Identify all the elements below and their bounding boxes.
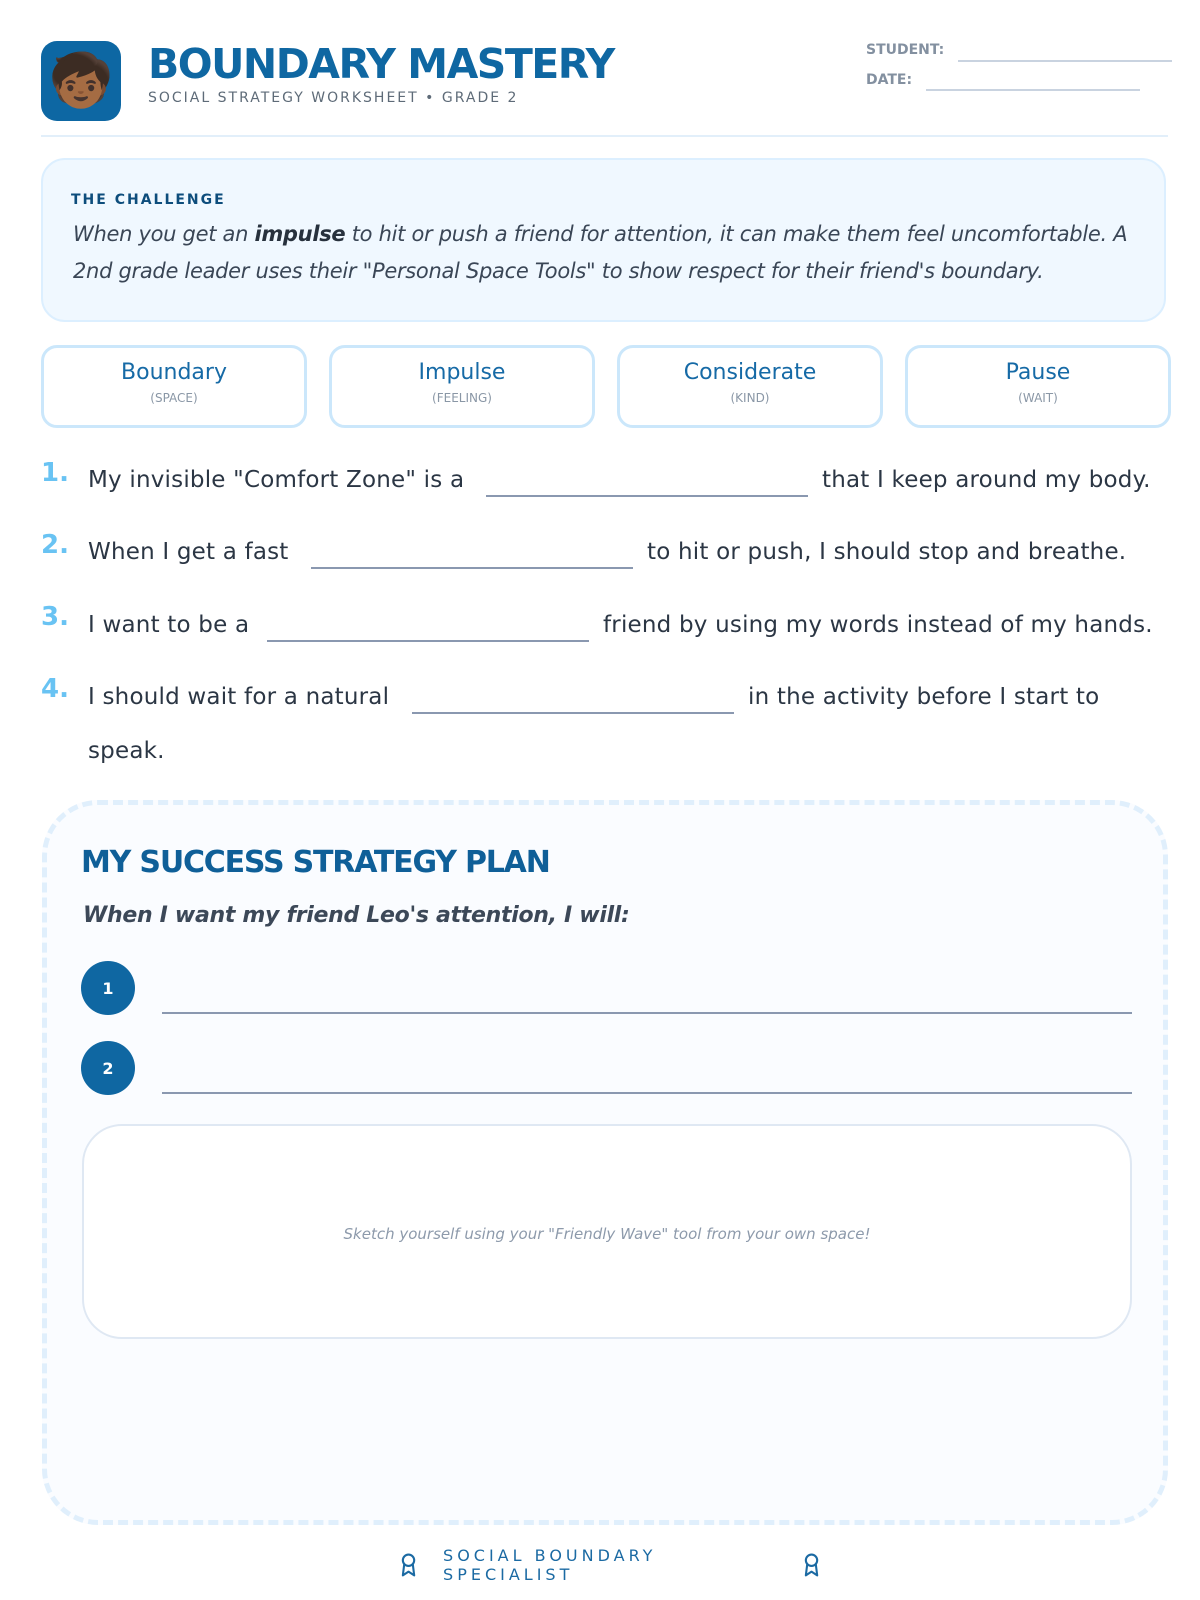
avatar: [41, 41, 121, 121]
child-face-icon: 🧒🏾: [48, 51, 114, 111]
vocab-card-boundary: [41, 345, 307, 428]
challenge-text: [73, 216, 1133, 290]
footer-title: SOCIAL BOUNDARY SPECIALIST: [443, 1546, 657, 1584]
vocab-word: Boundary: [121, 360, 227, 385]
vocab-card-considerate: [617, 345, 883, 428]
student-label: STUDENT:: [866, 42, 945, 58]
question-text: to hit or push, I should stop and breathe.: [647, 539, 1127, 565]
vocab-word: Impulse: [418, 360, 506, 385]
award-ribbon-icon: [400, 1552, 417, 1578]
step-number-badge: 1: [81, 961, 135, 1015]
award-ribbon-icon: [803, 1552, 820, 1578]
challenge-text-start: When you get an: [73, 222, 255, 246]
student-name-line[interactable]: [958, 60, 1172, 62]
challenge-keyword: impulse: [254, 222, 346, 246]
vocab-hint: (KIND): [730, 391, 770, 405]
answer-blank-3[interactable]: [267, 640, 589, 642]
strategy-prompt: When I want my friend Leo's attention, I will:: [83, 903, 630, 928]
page-subtitle: SOCIAL STRATEGY WORKSHEET • GRADE 2: [148, 90, 519, 106]
question-text: friend by using my words instead of my hands.: [603, 612, 1153, 638]
question-continuation: speak.: [88, 738, 165, 764]
vocab-hint: (SPACE): [150, 391, 198, 405]
step-number-badge: 2: [81, 1041, 135, 1095]
question-number: 1.: [41, 458, 69, 488]
strategy-answer-line-2[interactable]: [162, 1092, 1132, 1094]
answer-blank-1[interactable]: [486, 495, 808, 497]
footer: [400, 1546, 820, 1584]
strategy-answer-line-1[interactable]: [162, 1012, 1132, 1014]
question-number: 3.: [41, 602, 69, 632]
vocab-card-impulse: [329, 345, 595, 428]
strategy-title: MY SUCCESS STRATEGY PLAN: [81, 845, 550, 880]
header-divider: [41, 135, 1168, 137]
question-text: I should wait for a natural: [88, 684, 390, 710]
page-title: BOUNDARY MASTERY: [148, 40, 614, 88]
vocab-word: Pause: [1005, 360, 1071, 385]
question-text: that I keep around my body.: [822, 467, 1151, 493]
challenge-text-end: to hit or push a friend for attention, it can make them feel uncomfortable. A 2nd grade leader uses their "Personal Space Tools" to show respect for their friend's boundary.: [73, 222, 1128, 283]
sketch-area[interactable]: [82, 1124, 1132, 1339]
question-text: When I get a fast: [88, 539, 289, 565]
question-number: 2.: [41, 530, 69, 560]
date-label: DATE:: [866, 72, 913, 88]
question-text: in the activity before I start to: [748, 684, 1100, 710]
vocab-hint: (FEELING): [432, 391, 492, 405]
question-number: 4.: [41, 674, 69, 704]
vocab-card-pause: [905, 345, 1171, 428]
sketch-prompt: Sketch yourself using your "Friendly Wave" tool from your own space!: [343, 1225, 871, 1243]
challenge-box: [41, 158, 1166, 322]
vocab-word: Considerate: [683, 360, 817, 385]
answer-blank-4[interactable]: [412, 712, 734, 714]
vocab-hint: (WAIT): [1018, 391, 1058, 405]
question-text: My invisible "Comfort Zone" is a: [88, 467, 465, 493]
challenge-label: THE CHALLENGE: [71, 192, 226, 208]
question-text: I want to be a: [88, 612, 250, 638]
answer-blank-2[interactable]: [311, 567, 633, 569]
date-line[interactable]: [926, 89, 1140, 91]
